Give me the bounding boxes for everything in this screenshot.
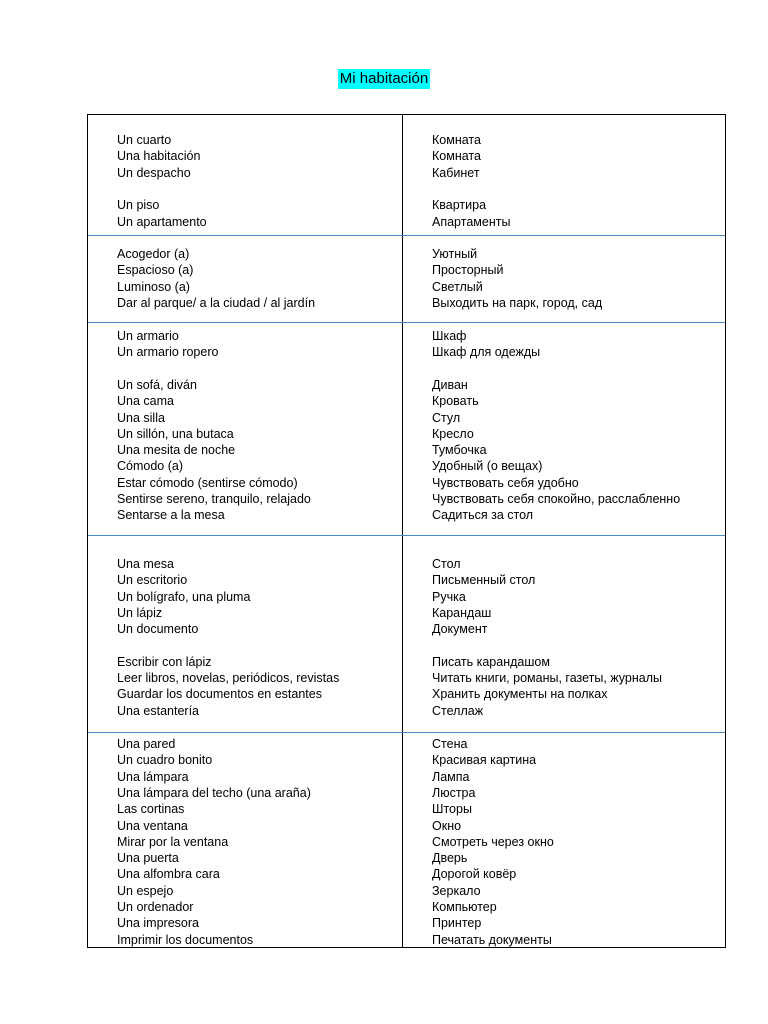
spanish-term: Un ordenador [117,900,194,914]
spanish-term: Luminoso (a) [117,279,190,294]
russian-translation: Читать книги, романы, газеты, журналы [432,671,662,686]
spanish-term: Acogedor (a) [117,247,190,261]
russian-translation: Тумбочка [432,443,487,458]
russian-translation: Зеркало [432,883,481,898]
russian-translation: Стол [432,557,461,571]
spanish-term: Un despacho [117,165,191,180]
russian-translation: Чувствовать себя спокойно, расслабленно [432,492,681,506]
spanish-term: Una lámpara [117,769,189,784]
russian-translation: Письменный стол [432,573,536,588]
spanish-term: Una habitación [117,149,201,164]
russian-translation: Дверь [432,851,468,866]
spanish-term: Un cuarto [117,133,172,147]
russian-translation: Чувствовать себя удобно [432,475,579,490]
spanish-term: Un espejo [117,883,174,898]
spanish-term: Un armario [117,329,179,343]
group-separator [88,732,725,733]
spanish-term: Un sillón, una butaca [117,426,234,441]
russian-translation: Светлый [432,279,483,294]
russian-translation: Ручка [432,589,466,604]
russian-translation: Удобный (о вещах) [432,459,543,474]
spanish-term: Un apartamento [117,214,207,229]
russian-translation: Карандаш [432,605,492,620]
column-divider [402,115,403,947]
spanish-term: Dar al parque/ a la ciudad / al jardín [117,295,316,310]
spanish-term: Sentirse sereno, tranquilo, relajado [117,492,311,506]
russian-translation: Стул [432,410,461,425]
spanish-term: Un sofá, diván [117,377,197,392]
spanish-term: Un piso [117,198,160,213]
russian-translation: Диван [432,377,468,392]
russian-translation: Печатать документы [432,932,552,947]
russian-translation: Компьютер [432,900,497,914]
spanish-term: Una impresora [117,916,199,931]
russian-translation: Хранить документы на полках [432,687,608,702]
spanish-term: Estar cómodo (sentirse cómodo) [117,475,298,490]
russian-translation: Шторы [432,802,472,817]
russian-translation: Люстра [432,785,476,800]
spanish-term: Una mesita de noche [117,443,236,458]
russian-translation: Апартаменты [432,214,511,229]
russian-translation: Кресло [432,426,474,441]
group-separator [88,535,725,536]
spanish-term: Un cuadro bonito [117,753,213,768]
spanish-term: Un armario ropero [117,345,219,360]
russian-translation: Комната [432,133,481,147]
spanish-term: Una mesa [117,557,174,571]
vocabulary-table [87,114,726,948]
russian-translation: Шкаф для одежды [432,345,541,360]
russian-translation: Шкаф [432,329,467,343]
russian-translation: Уютный [432,247,478,261]
spanish-term: Un lápiz [117,605,163,620]
spanish-term: Un bolígrafo, una pluma [117,589,251,604]
russian-translation: Смотреть через окно [432,834,554,849]
spanish-term: Espacioso (a) [117,263,194,278]
spanish-term: Un documento [117,622,199,637]
spanish-term: Escribir con lápiz [117,654,212,669]
spanish-term: Una cama [117,394,174,409]
group-separator [88,235,725,236]
russian-translation: Кровать [432,394,479,409]
russian-translation: Окно [432,818,462,833]
russian-translation: Документ [432,622,488,637]
spanish-term: Sentarse a la mesa [117,508,225,523]
spanish-term: Una puerta [117,851,179,866]
russian-translation: Лампа [432,769,470,784]
spanish-term: Guardar los documentos en estantes [117,687,322,702]
spanish-term: Un escritorio [117,573,188,588]
spanish-term: Una alfombra cara [117,867,220,882]
russian-translation: Кабинет [432,165,480,180]
group-separator [88,322,725,323]
russian-translation: Просторный [432,263,504,278]
russian-translation: Выходить на парк, город, сад [432,295,603,310]
spanish-term: Leer libros, novelas, periódicos, revistas [117,671,340,686]
spanish-term: Cómodo (a) [117,459,183,474]
spanish-term: Una ventana [117,818,188,833]
spanish-term: Imprimir los documentos [117,932,254,947]
spanish-term: Una pared [117,737,176,751]
russian-translation: Красивая картина [432,753,537,768]
spanish-term: Una estantería [117,703,199,718]
spanish-term: Las cortinas [117,802,185,817]
russian-translation: Комната [432,149,481,164]
russian-translation: Садиться за стол [432,508,534,523]
title-container [0,69,768,89]
russian-translation: Стеллаж [432,703,484,718]
spanish-term: Mirar por la ventana [117,834,229,849]
russian-translation: Писать карандашом [432,654,550,669]
russian-translation: Дорогой ковёр [432,867,517,882]
russian-translation: Стена [432,737,468,751]
russian-translation: Квартира [432,198,487,213]
page-title: Mi habitación [339,70,429,87]
spanish-term: Una silla [117,410,165,425]
russian-translation: Принтер [432,916,482,931]
spanish-term: Una lámpara del techo (una araña) [117,785,311,800]
